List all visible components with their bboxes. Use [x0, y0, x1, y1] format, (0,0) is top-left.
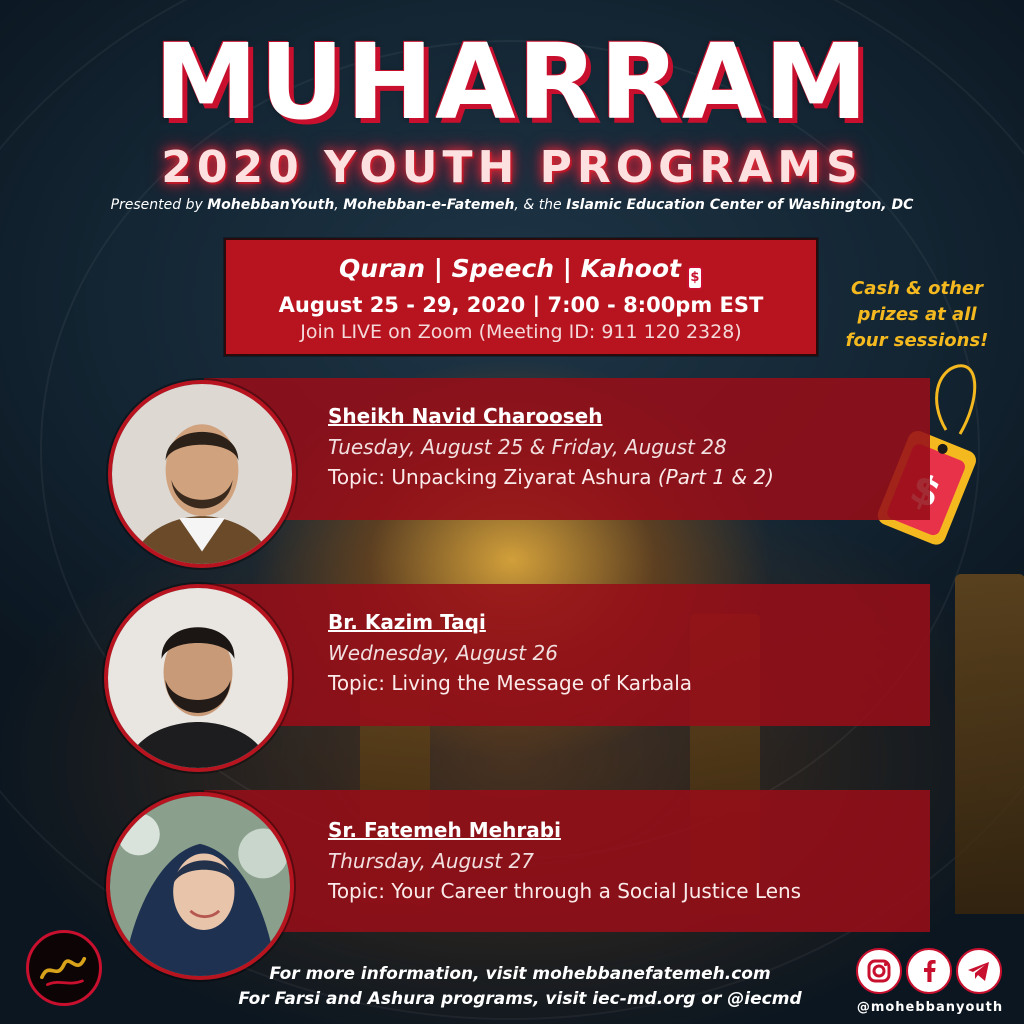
speaker-portrait-icon — [110, 796, 290, 976]
speaker-topic-note: (Part 1 & 2) — [657, 465, 774, 489]
schedule-line: August 25 - 29, 2020 | 7:00 - 8:00pm EST — [278, 293, 764, 317]
speaker-date: Thursday, August 27 — [328, 849, 534, 873]
speaker-photo — [108, 380, 296, 568]
footer-line: For Farsi and Ashura programs, visit iec-md.org or @iecmd — [238, 988, 802, 1009]
prizes-line: four sessions! — [845, 330, 989, 352]
speaker-date: Wednesday, August 26 — [328, 641, 558, 665]
speaker-topic — [328, 462, 908, 492]
speaker-topic-text: Topic: Unpacking Ziyarat Ashura — [328, 465, 658, 489]
presenter-3: Islamic Education Center of Washington, DC — [566, 197, 914, 213]
telegram-icon[interactable] — [956, 948, 1002, 994]
speaker-photo — [104, 584, 292, 772]
price-tag-icon: $ — [687, 266, 703, 290]
prizes-line: prizes at all — [857, 304, 977, 326]
zoom-line: Join LIVE on Zoom (Meeting ID: 911 120 2328) — [300, 321, 742, 344]
social-links — [856, 948, 1006, 996]
prizes-line: Cash & other — [851, 278, 983, 299]
speaker-name: Sr. Fatemeh Mehrabi — [328, 818, 561, 842]
presented-joiner: , & the — [514, 197, 567, 213]
page-subtitle: 2020 YOUTH PROGRAMS — [161, 142, 863, 193]
activities-line — [226, 254, 816, 290]
speaker-topic-text: Topic: Living the Message of Karbala — [328, 671, 693, 695]
speaker-details — [328, 608, 908, 698]
speaker-name: Sheikh Navid Charooseh — [328, 404, 603, 428]
program-info-box — [224, 238, 818, 356]
speaker-details — [328, 402, 908, 492]
speaker-topic — [328, 668, 908, 698]
presenter-2: Mohebban-e-Fatemeh — [343, 197, 515, 213]
calligraphy-logo-icon — [29, 933, 99, 1003]
speaker-portrait-icon — [112, 384, 292, 564]
speaker-name: Br. Kazim Taqi — [328, 610, 486, 634]
footer-info — [230, 962, 810, 1011]
instagram-icon[interactable] — [856, 948, 902, 994]
speaker-portrait-icon — [108, 588, 288, 768]
presented-prefix: Presented by — [110, 197, 208, 213]
speaker-details — [328, 816, 908, 906]
speaker-photo — [106, 792, 294, 980]
background-tower — [955, 574, 1024, 914]
speaker-date: Tuesday, August 25 & Friday, August 28 — [328, 435, 727, 459]
facebook-icon[interactable] — [906, 948, 952, 994]
speaker-topic-text: Topic: Your Career through a Social Justice Lens — [328, 879, 802, 903]
organization-logo — [26, 930, 102, 1006]
footer-line: For more information, visit mohebbanefatemeh.com — [269, 964, 771, 984]
activities-text: Quran | Speech | Kahoot — [339, 254, 681, 283]
social-handle: @mohebbanyouth — [856, 1000, 1004, 1015]
speaker-topic — [328, 876, 908, 906]
prizes-callout — [832, 276, 1002, 354]
page-title: MUHARRAM — [154, 21, 870, 143]
presented-by: Presented by MohebbanYouth, Mohebban-e-Fatemeh, & the Islamic Education Center of Washington, DC — [110, 197, 914, 213]
presenter-1: MohebbanYouth — [207, 197, 335, 213]
